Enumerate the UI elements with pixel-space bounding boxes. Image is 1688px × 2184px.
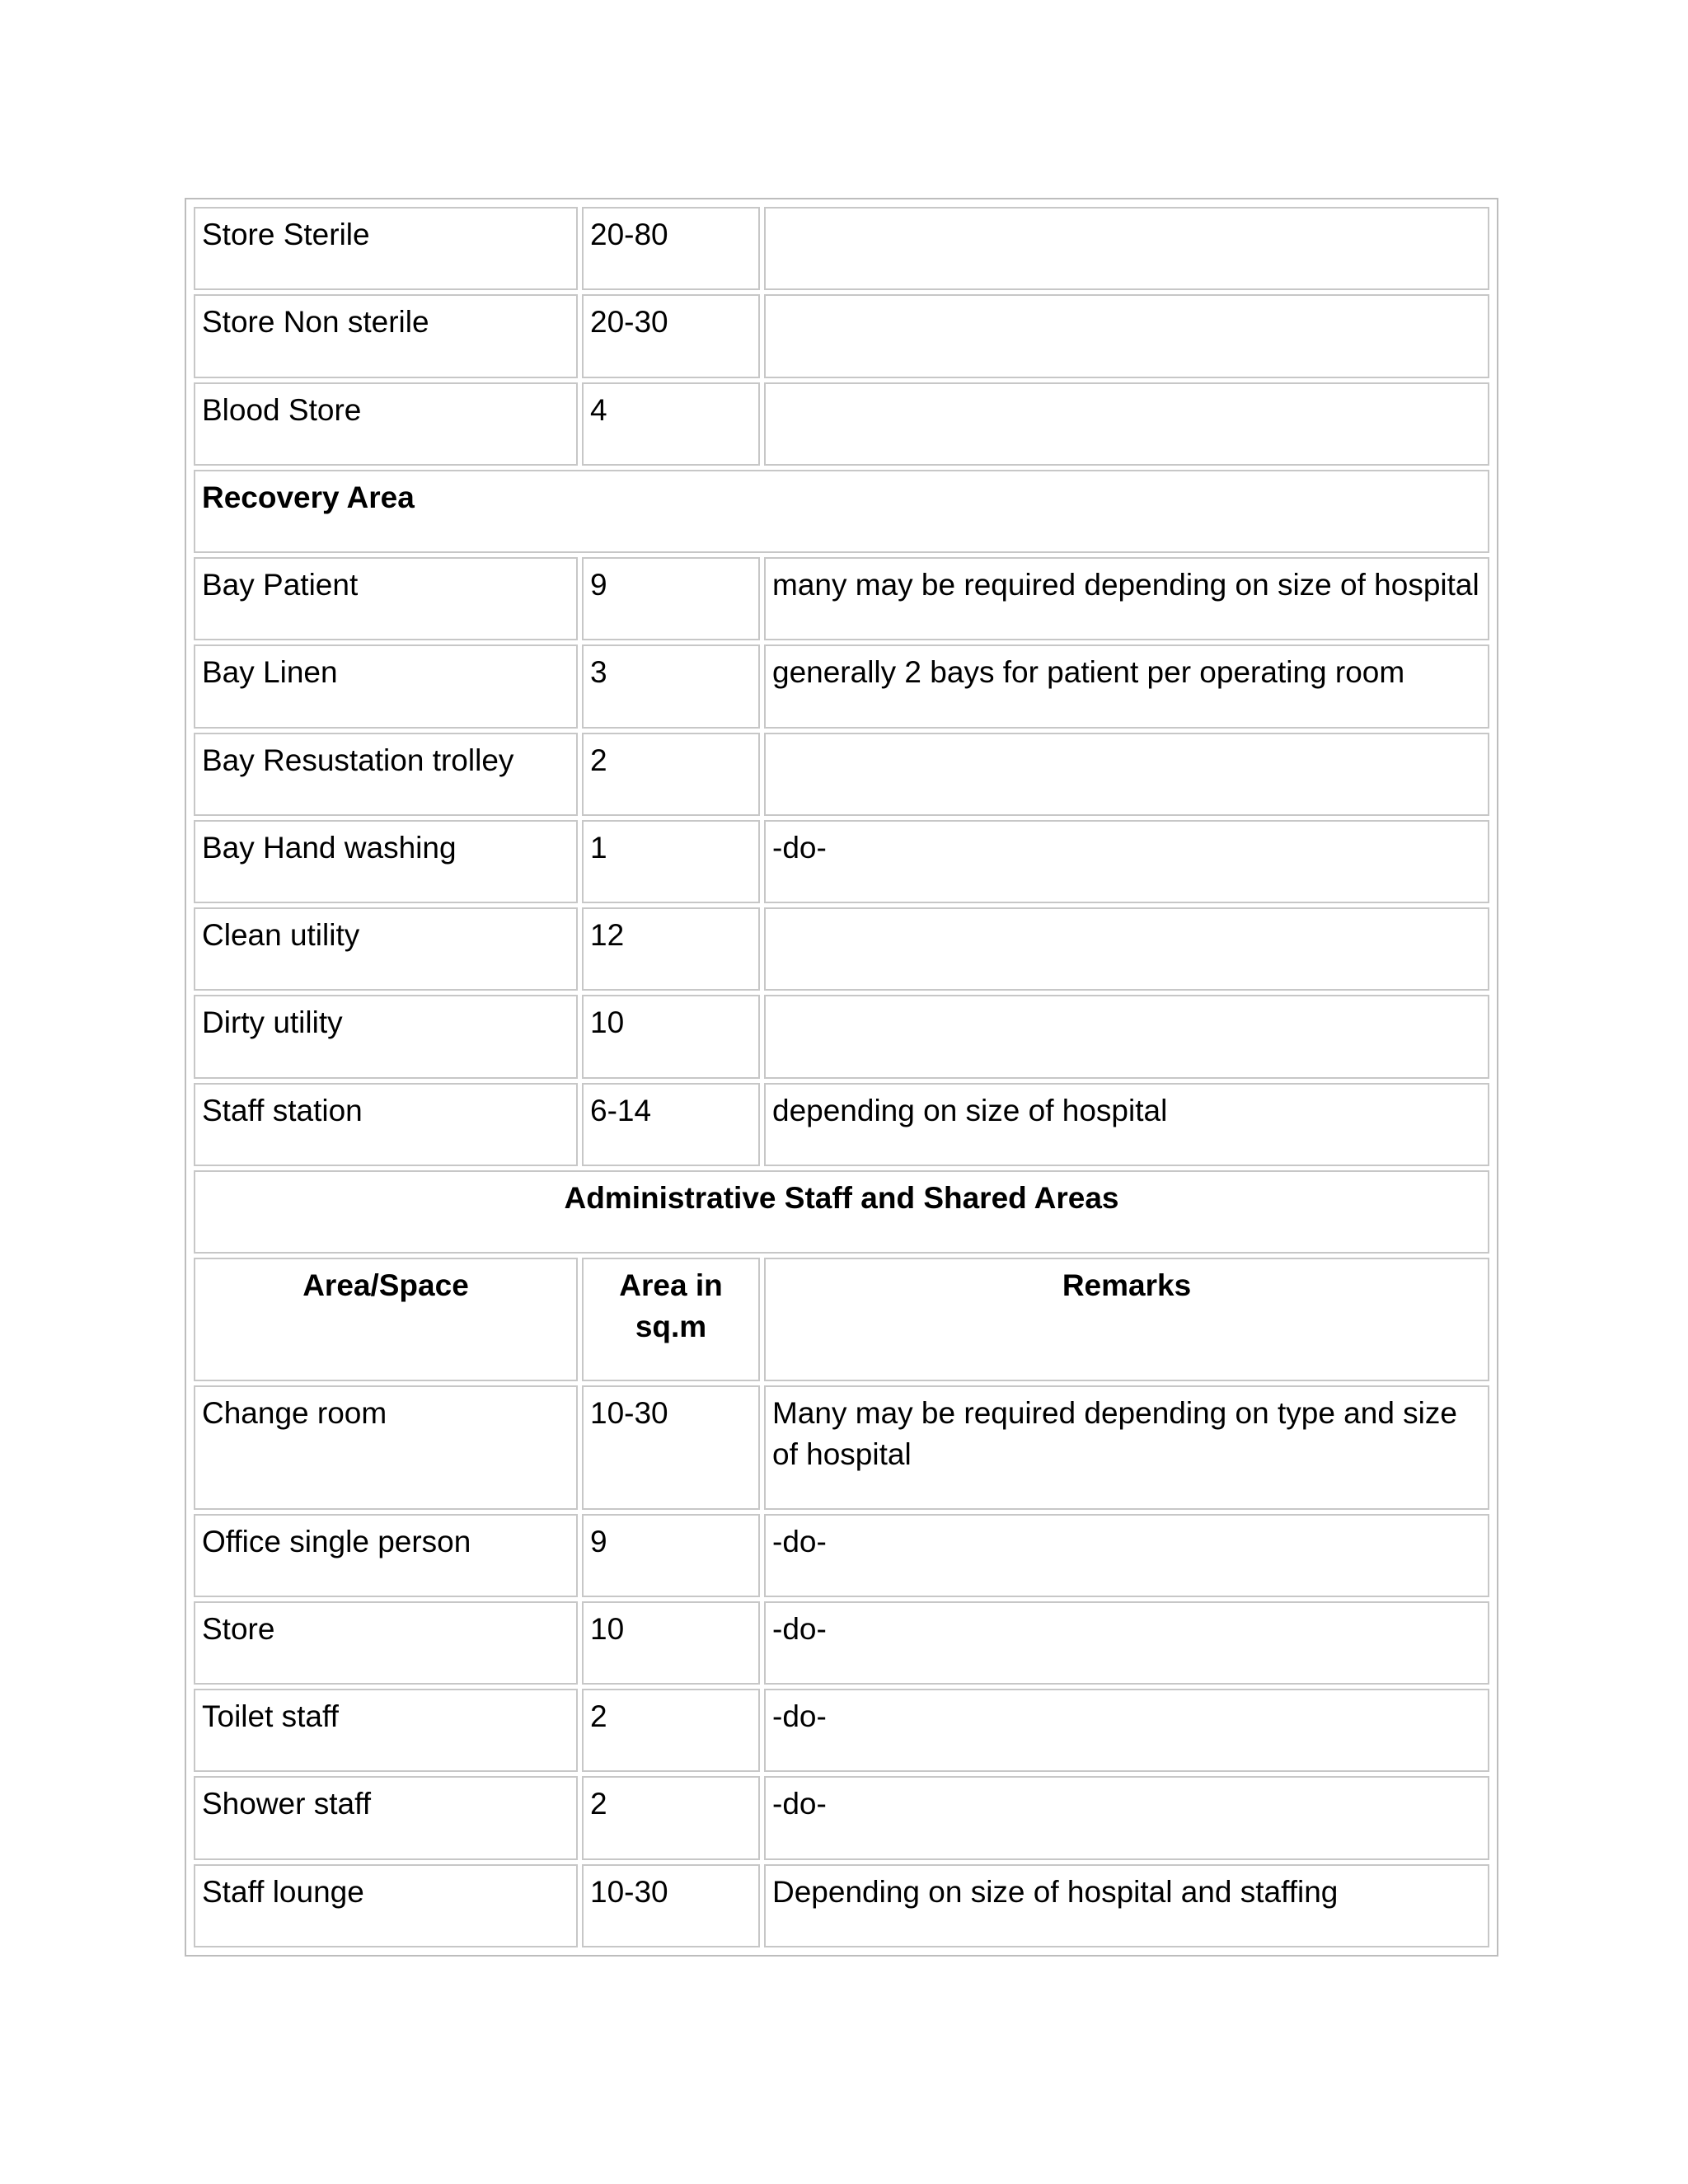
table-row [194, 1083, 1489, 1166]
area-cell: Change room [194, 1385, 578, 1509]
sqm-cell: 4 [582, 382, 760, 466]
remarks-cell [764, 995, 1489, 1078]
remarks-cell: depending on size of hospital [764, 1083, 1489, 1166]
area-cell: Dirty utility [194, 995, 578, 1078]
area-cell: Staff lounge [194, 1864, 578, 1947]
area-cell: Toilet staff [194, 1689, 578, 1772]
sqm-cell: 20-80 [582, 207, 760, 290]
area-cell: Shower staff [194, 1776, 578, 1859]
space-requirements-table [185, 198, 1498, 1957]
table-row [194, 733, 1489, 816]
area-cell: Bay Resustation trolley [194, 733, 578, 816]
area-cell: Bay Linen [194, 644, 578, 728]
remarks-cell [764, 207, 1489, 290]
sqm-cell: 10 [582, 995, 760, 1078]
remarks-cell [764, 907, 1489, 991]
column-header-row [194, 1258, 1489, 1381]
remarks-cell: Many may be required depending on type and size of hospital [764, 1385, 1489, 1509]
table-row [194, 907, 1489, 991]
sqm-cell: 2 [582, 733, 760, 816]
remarks-cell [764, 733, 1489, 816]
table-row [194, 557, 1489, 640]
sqm-cell: 9 [582, 557, 760, 640]
table-grid [190, 203, 1493, 1952]
header-area-sqm: Area in sq.m [582, 1258, 760, 1381]
remarks-cell: -do- [764, 1601, 1489, 1685]
section-row-recovery [194, 470, 1489, 553]
table-row [194, 644, 1489, 728]
table-row [194, 207, 1489, 290]
remarks-cell: Depending on size of hospital and staffing [764, 1864, 1489, 1947]
sqm-cell: 10 [582, 1601, 760, 1685]
remarks-cell [764, 294, 1489, 377]
area-cell: Bay Patient [194, 557, 578, 640]
table-row [194, 294, 1489, 377]
area-cell: Office single person [194, 1514, 578, 1597]
sqm-cell: 10-30 [582, 1385, 760, 1509]
table-row [194, 820, 1489, 903]
remarks-cell: generally 2 bays for patient per operating room [764, 644, 1489, 728]
area-cell: Store Non sterile [194, 294, 578, 377]
area-cell: Staff station [194, 1083, 578, 1166]
sqm-cell: 3 [582, 644, 760, 728]
remarks-cell [764, 382, 1489, 466]
area-cell: Store Sterile [194, 207, 578, 290]
sqm-cell: 20-30 [582, 294, 760, 377]
sqm-cell: 12 [582, 907, 760, 991]
sqm-cell: 9 [582, 1514, 760, 1597]
section-row-admin [194, 1170, 1489, 1254]
table-row [194, 1864, 1489, 1947]
table-row [194, 995, 1489, 1078]
section-title-recovery: Recovery Area [194, 470, 1489, 553]
table-row [194, 1385, 1489, 1509]
header-remarks: Remarks [764, 1258, 1489, 1381]
remarks-cell: many may be required depending on size of hospital [764, 557, 1489, 640]
area-cell: Store [194, 1601, 578, 1685]
remarks-cell: -do- [764, 1776, 1489, 1859]
area-cell: Blood Store [194, 382, 578, 466]
area-cell: Bay Hand washing [194, 820, 578, 903]
area-cell: Clean utility [194, 907, 578, 991]
table-row [194, 382, 1489, 466]
header-area-space: Area/Space [194, 1258, 578, 1381]
table-row [194, 1689, 1489, 1772]
sqm-cell: 2 [582, 1776, 760, 1859]
table-row [194, 1776, 1489, 1859]
remarks-cell: -do- [764, 1689, 1489, 1772]
sqm-cell: 2 [582, 1689, 760, 1772]
section-title-admin: Administrative Staff and Shared Areas [194, 1170, 1489, 1254]
sqm-cell: 1 [582, 820, 760, 903]
sqm-cell: 6-14 [582, 1083, 760, 1166]
remarks-cell: -do- [764, 1514, 1489, 1597]
table-row [194, 1601, 1489, 1685]
table-row [194, 1514, 1489, 1597]
remarks-cell: -do- [764, 820, 1489, 903]
sqm-cell: 10-30 [582, 1864, 760, 1947]
